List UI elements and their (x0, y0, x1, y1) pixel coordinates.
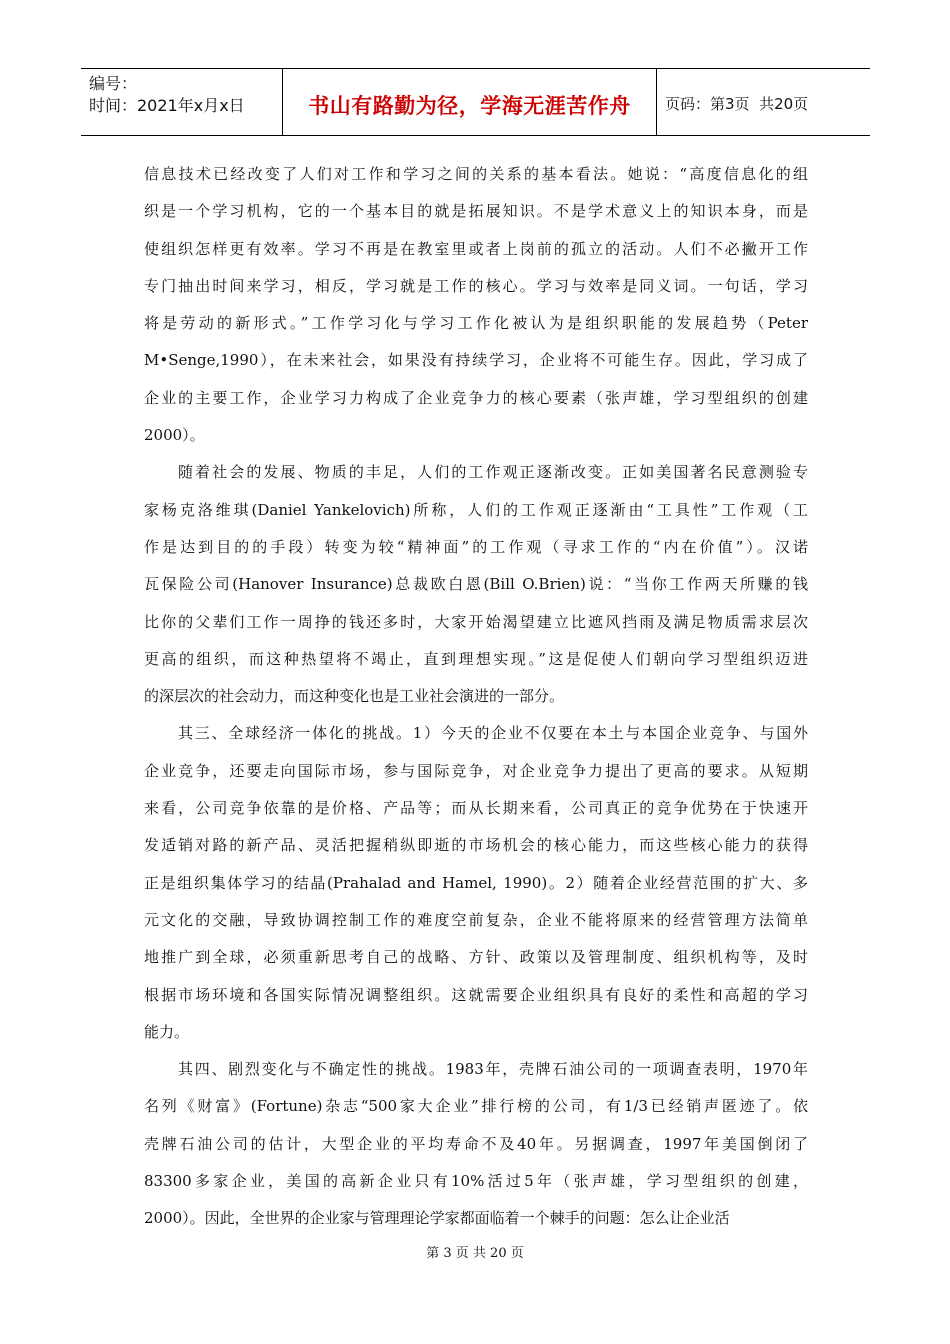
text-line: 其三、全球经济一体化的挑战。1）今天的企业不仅要在本土与本国企业竞争、与国外 (178, 724, 808, 743)
text-line: 专门抽出时间来学习，相反，学习就是工作的核心。学习与效率是同义词。一句话，学习 (144, 276, 808, 295)
header-motto-cell (283, 69, 657, 135)
text-line: 家杨克洛维琪(Daniel Yankelovich)所称，人们的工作观正逐渐由“工具性”工作观（工 (144, 500, 808, 519)
text-line: 的深层次的社会动力，而这种变化也是工业社会演进的一部分。 (144, 687, 565, 706)
text-line: 瓦保险公司(Hanover Insurance)总裁欧白恩(Bill O.Brien)说：“当你工作两天所赚的钱 (144, 575, 808, 594)
text-line: 来看，公司竞争依靠的是价格、产品等；而从长期来看，公司真正的竞争优势在于快速开 (144, 799, 808, 818)
text-line: 随着社会的发展、物质的丰足，人们的工作观正逐渐改变。正如美国著名民意测验专 (178, 463, 808, 482)
paragraph (144, 454, 808, 715)
paragraph (144, 156, 808, 454)
text-line: 使组织怎样更有效率。学习不再是在教室里或者上岗前的孤立的活动。人们不必撇开工作 (144, 239, 808, 258)
text-line: 信息技术已经改变了人们对工作和学习之间的关系的基本看法。她说：“高度信息化的组 (144, 165, 808, 183)
document-header (81, 68, 870, 136)
text-line: M•Senge,1990），在未来社会，如果没有持续学习，企业将不可能生存。因此，学习成了 (144, 351, 808, 370)
text-line: 比你的父辈们工作一周挣的钱还多时，大家开始渴望建立比遮风挡雨及满足物质需求层次 (144, 612, 808, 631)
text-line: 企业的主要工作，企业学习力构成了企业竞争力的核心要素（张声雄，学习型组织的创建 (144, 388, 808, 407)
text-line: 名列《财富》(Fortune)杂志“500家大企业”排行榜的公司，有1/3已经销声匿迹了。依 (144, 1097, 808, 1116)
paragraph (144, 715, 808, 1051)
text-line: 其四、剧烈变化与不确定性的挑战。1983年，壳牌石油公司的一项调查表明，1970年 (178, 1060, 808, 1079)
page-footer: 第 3 页 共 20 页 (426, 1246, 524, 1261)
page-label: 页码：第3页 共20页 (665, 94, 809, 113)
text-line: 2000）。因此，全世界的企业家与管理理论学家都面临着一个棘手的问题：怎么让企业活 (144, 1209, 730, 1228)
header-meta-cell (81, 69, 283, 135)
paragraph (144, 1051, 808, 1237)
motto-text: 书山有路勤为径，学海无涯苦作舟 (308, 94, 631, 118)
text-line: 更高的组织，而这种热望将不竭止，直到理想实现。”这是促使人们朝向学习型组织迈进 (144, 649, 808, 668)
text-line: 织是一个学习机构，它的一个基本目的就是拓展知识。不是学术意义上的知识本身，而是 (144, 202, 808, 221)
body-text (144, 156, 808, 1238)
header-page-cell (657, 69, 870, 135)
text-line: 企业竞争，还要走向国际市场，参与国际竞争，对企业竞争力提出了更高的要求。从短期 (144, 761, 808, 780)
text-line: 83300多家企业，美国的高新企业只有10%活过5年（张声雄，学习型组织的创建， (144, 1172, 808, 1191)
text-line: 作是达到目的的手段）转变为较“精神面”的工作观（寻求工作的“内在价值”）。汉诺 (144, 537, 808, 556)
text-line: 将是劳动的新形式。”工作学习化与学习工作化被认为是组织职能的发展趋势（Peter (144, 314, 808, 333)
text-line: 壳牌石油公司的估计，大型企业的平均寿命不及40年。另据调查，1997年美国倒闭了 (144, 1134, 808, 1153)
text-line: 2000）。 (144, 426, 205, 445)
text-line: 元文化的交融，导致协调控制工作的难度空前复杂，企业不能将原来的经营管理方法简单 (144, 910, 808, 929)
number-label: 编号： (89, 74, 138, 93)
text-line: 正是组织集体学习的结晶(Prahalad and Hamel, 1990)。2）随着企业经营范围的扩大、多 (144, 873, 808, 892)
text-line: 能力。 (144, 1022, 190, 1041)
date-label: 时间：2021年x月x日 (89, 96, 245, 115)
text-line: 根据市场环境和各国实际情况调整组织。这就需要企业组织具有良好的柔性和高超的学习 (144, 985, 808, 1004)
text-line: 地推广到全球，必须重新思考自己的战略、方针、政策以及管理制度、组织机构等，及时 (144, 948, 808, 967)
text-line: 发适销对路的新产品、灵活把握稍纵即逝的市场机会的核心能力，而这些核心能力的获得 (144, 836, 808, 855)
